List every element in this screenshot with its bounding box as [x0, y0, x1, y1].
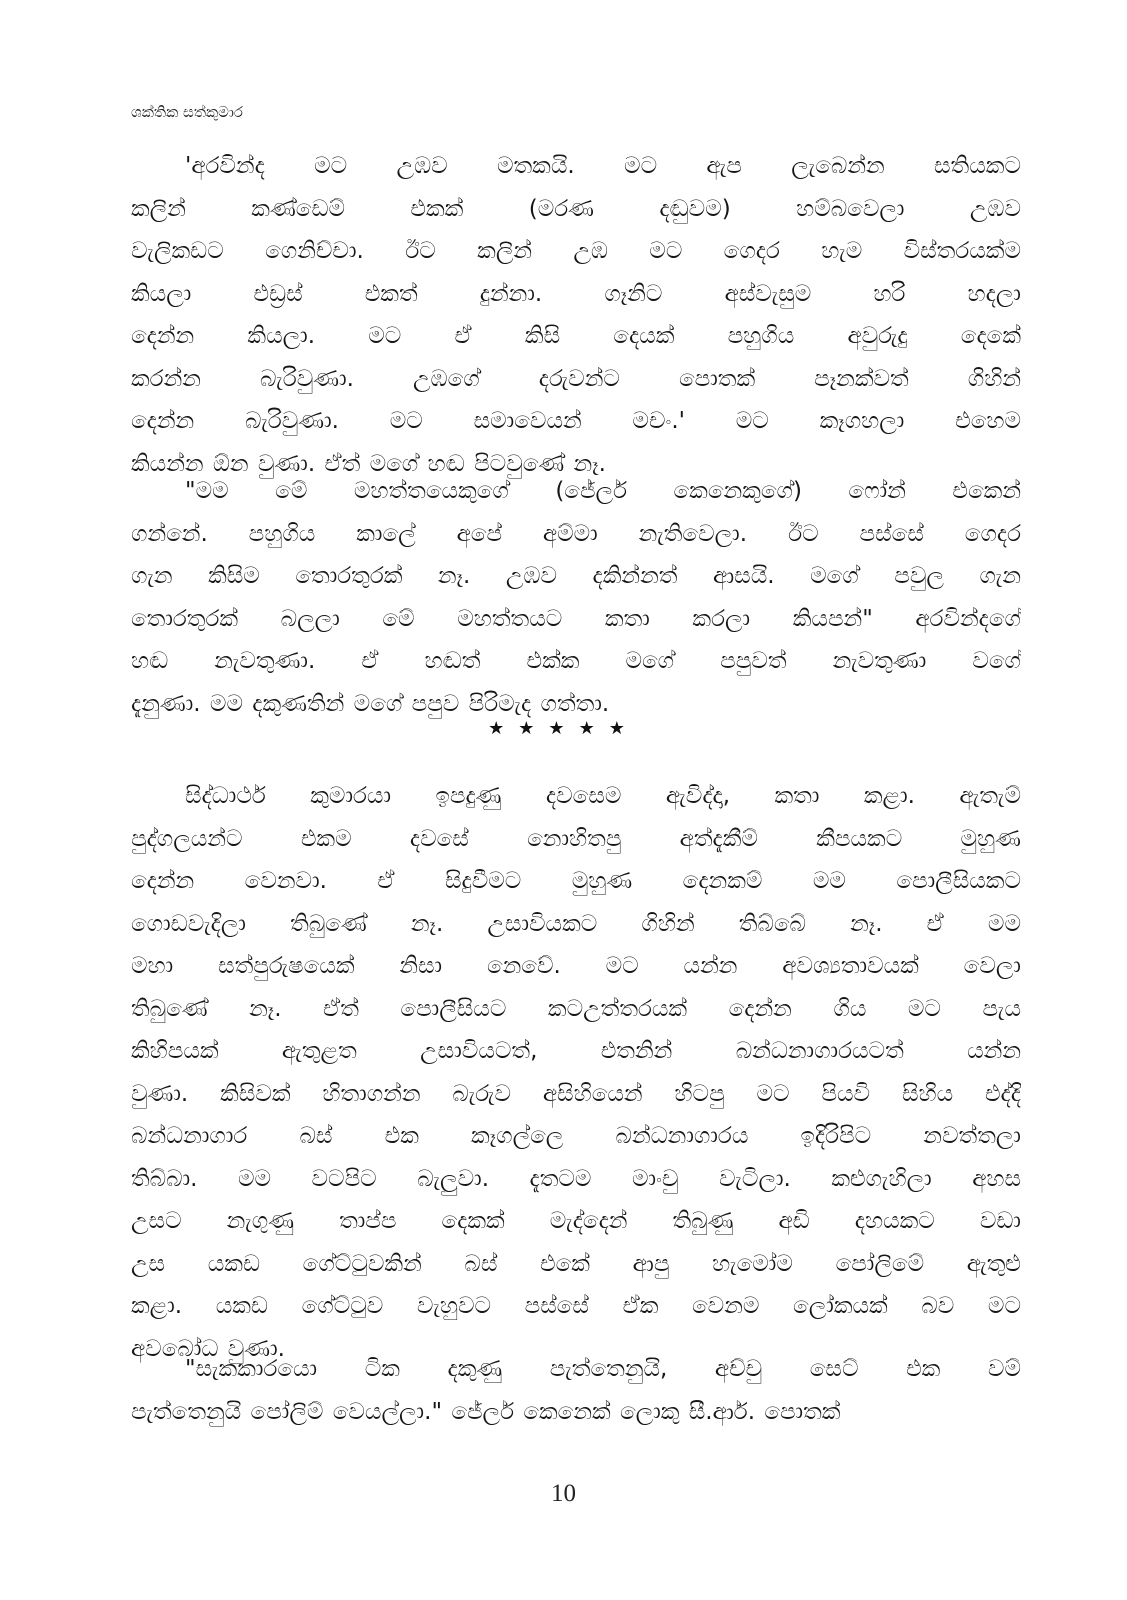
text-line: ගැන කිසිම තොරතුරක් නෑ. උඹව දකින්නත් ආසයි. මගේ පවුල ගැන [131, 563, 1021, 589]
text-line: කලින් කණ්ඩෙම් එකක් (මරණ දඬුවම) හම්බවෙලා උඹව [131, 195, 1021, 222]
text-line: දෙන්න වෙනවා. ඒ සිදුවීමට මුහුණ දෙනකම් මම පොලීසියකට [131, 868, 1021, 894]
text-line: පුද්ගලයන්ට එකම දවසේ නොහිතපු අත්දැකීම් කීපයකට මුහුණ [131, 825, 1021, 852]
text-line: තිබුණේ නෑ. ඒත් පොලීසියට කටඋත්තරයක් දෙන්න ගිය මට පැය [131, 995, 1021, 1022]
text-line: දෙන්න කියලා. මට ඒ කිසි දෙයක් පහුගිය අවුරුදු දෙකේ [131, 323, 1021, 349]
running-header-author: ශක්තික සත්කුමාර [131, 103, 243, 121]
text-line: පැත්තෙනුයි පෝලිම් වෙයල්ලා." ජේලර් කෙනෙක් ලොකු සී.ආර්. පොතක් [131, 1398, 841, 1425]
text-line: කිහිපයක් ඇතුළත උසාවියටත්, එතනින් බන්ධනාගාරයටත් යන්න [131, 1038, 1021, 1064]
text-line: ගන්නේ. පහුගිය කාලේ අපේ අම්මා නැතිවෙලා. ඊට පස්සේ ගෙදර [131, 520, 1021, 547]
text-line: තොරතුරක් බලලා මේ මහත්තයට කතා කරලා කියපන්" අරවින්දගේ [131, 605, 1021, 632]
text-line: අවබෝධ වුණා. [131, 1335, 285, 1362]
paragraph-2 [131, 470, 1021, 725]
section-separator-stars: ★★★★★ [488, 718, 639, 739]
text-line: දෙන්න බැරිවුණා. මට සමාවෙයන් මචං.' මට කෑගහලා එහෙම [131, 408, 1021, 434]
text-line: ගොඩවැදිලා තිබුණේ නෑ. උසාවියකට ගිහින් තිබ්බේ නෑ. ඒ මම [131, 910, 1021, 937]
paragraph-3 [131, 775, 1021, 1370]
text-line: වැලිකඩට ගෙනිච්චා. ඊට කලින් උඹ මට ගෙදර හැම විස්තරයක්ම [131, 238, 1021, 264]
text-line: සිද්ධාර්ථ කුමාරයා ඉපදුණු දවසෙම ඇවිද්දා, කතා කළා. ඇතැම් [185, 783, 1021, 809]
text-line: වුණා. කිසිවක් හිතාගන්න බැරුව අසිහියෙන් හිටපු මට පියවි සිහිය එද්දි [131, 1080, 1021, 1107]
paragraph-4 [131, 1348, 1021, 1433]
text-line: කියලා එඩ්‍රස් එකත් දුන්නා. ගෑනිට අස්වැසුම හරි හදලා [131, 280, 1021, 307]
text-line: උසට නැගුණු තාප්ප දෙකක් මැද්දෙන් තිබුණු අඩි දහයකට වඩා [131, 1208, 1021, 1234]
text-line: හඬ නැවතුණා. ඒ හඬත් එක්ක මගේ පපුවත් නැවතුණා වගේ [131, 648, 1021, 674]
text-line: තිබ්බා. මම වටපිට බැලුවා. දැතටම මාංචු වැටිලා. කළුගැහිලා අහස [131, 1165, 1021, 1192]
text-line: උස යකඩ ගේට්ටුවකින් බස් එකේ ආපු හැමෝම පෝලිමේ ඇතුළු [131, 1250, 1021, 1277]
page-number: 10 [551, 1480, 576, 1507]
text-line: දැනුණා. මම දකුණතින් මගේ පපුව පිරිමැද ගත්තා. [131, 690, 610, 717]
paragraph-1 [131, 145, 1021, 485]
text-line: "සැකකාරයො ටික දකුණු පැත්තෙනුයි, අච්චු සෙට් එක වම් [185, 1356, 1021, 1382]
text-line: 'අරවින්ද මට උඹව මතකයි. මට ඇප ලැබෙන්න සතියකට [185, 153, 1021, 179]
text-line: බන්ධනාගාර බස් එක කෑගල්ලෙ බන්ධනාගාරය ඉදිරිපිට නවත්තලා [131, 1123, 1021, 1149]
text-line: "මම මේ මහත්තයෙකුගේ (ජේලර් කෙනෙකුගේ) ෆෝන් එකෙන් [185, 478, 1021, 504]
text-line: මහා සත්පුරුෂයෙක් නිසා නෙවේ. මට යන්න අවශ්‍යතාවයක් වෙලා [131, 953, 1021, 979]
text-line: කළා. යකඩ ගේට්ටුව වැහුවට පස්සේ ඒක වෙනම ලෝකයක් බව මට [131, 1293, 1021, 1319]
text-line: කරන්න බැරිවුණා. උඹගේ දරුවන්ට පොතක් පෑනක්වත් ගිහින් [131, 365, 1021, 392]
text-line: කියන්න ඕන වුණා. ඒත් මගේ හඬ පිටවුණේ නෑ. [131, 450, 606, 477]
